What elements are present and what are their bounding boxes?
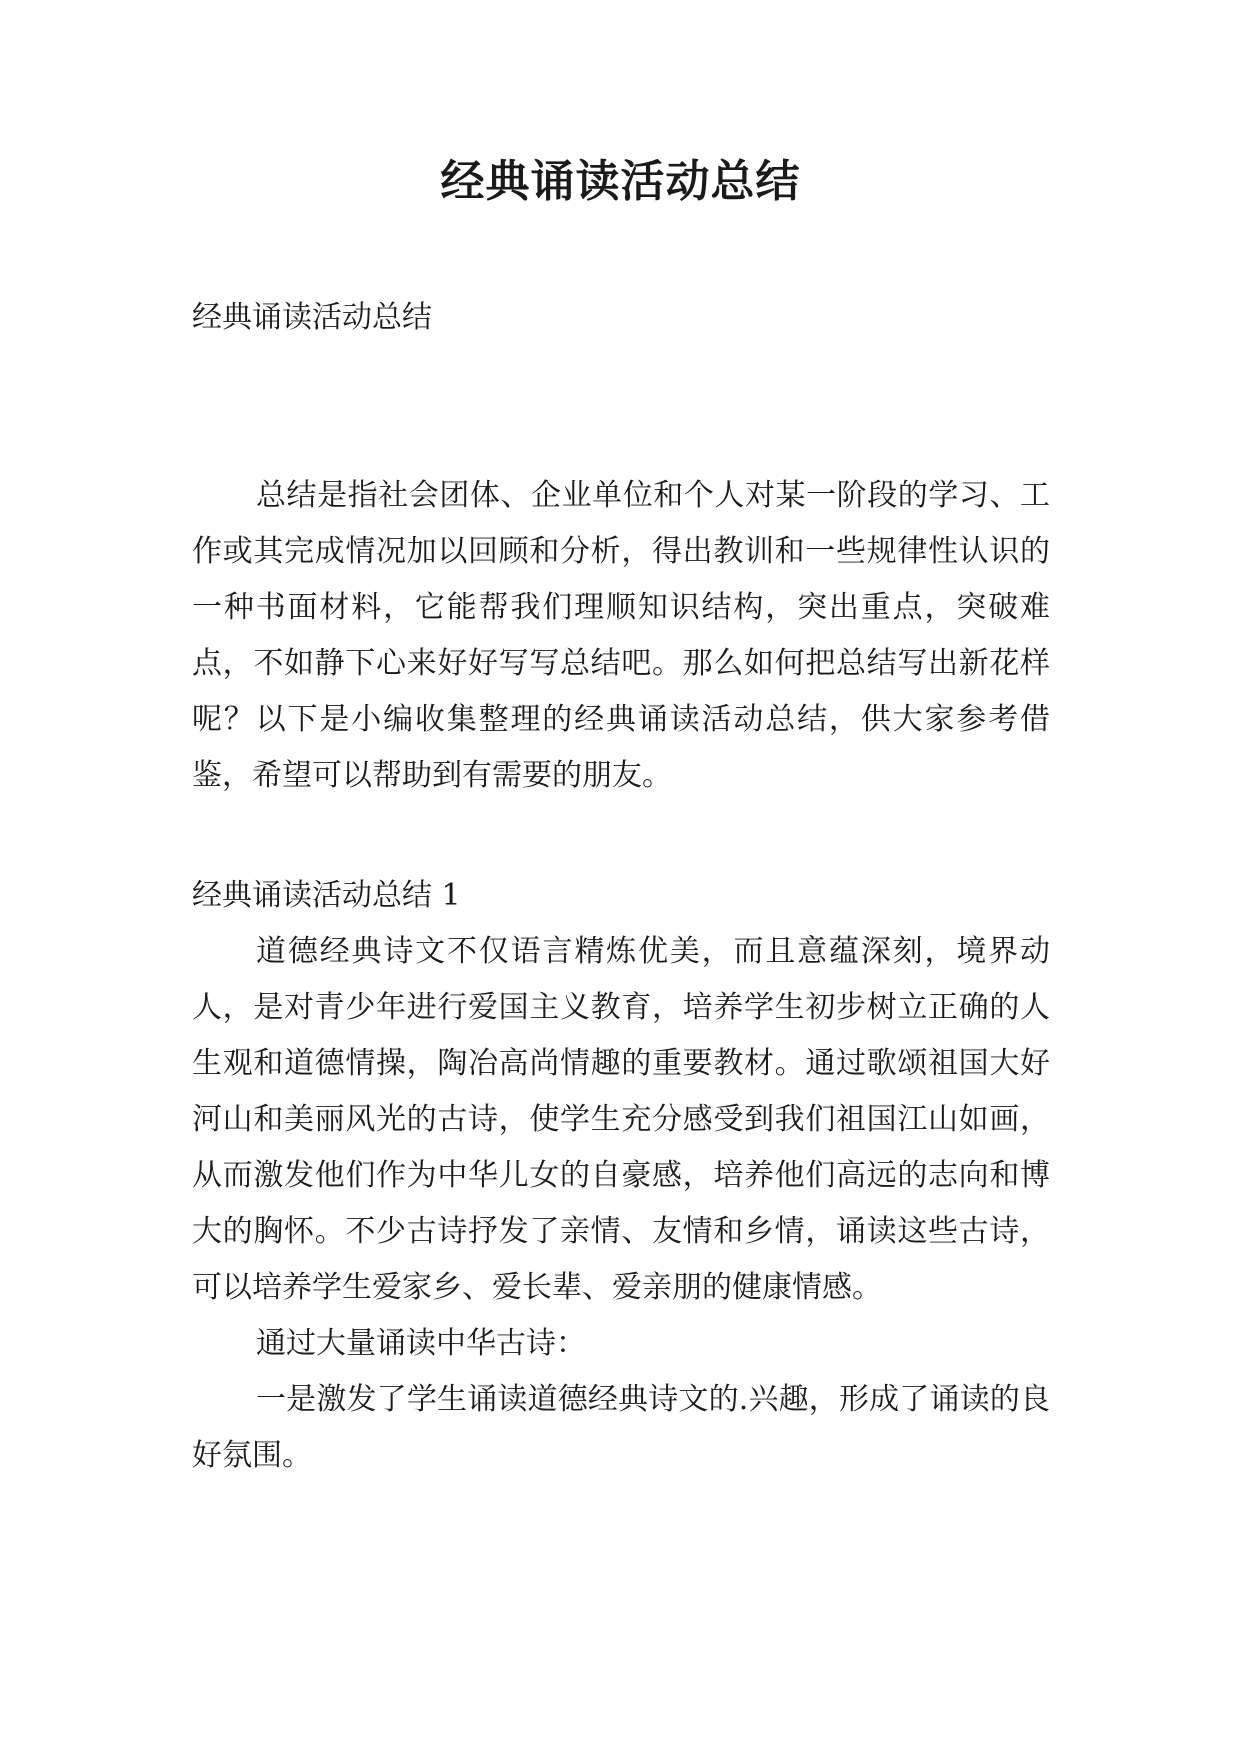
- section-paragraph: 道德经典诗文不仅语言精炼优美，而且意蕴深刻，境界动人，是对青少年进行爱国主义教育，培养学生初步树立正确的人生观和道德情操，陶冶高尚情趣的重要教材。通过歌颂祖国大好河山和美丽风光的古诗，使学生充分感受到我们祖国江山如画，从而激发他们作为中华儿女的自豪感，培养他们高远的志向和博大的胸怀。不少古诗抒发了亲情、友情和乡情，诵读这些古诗，可以培养学生爱家乡、爱长辈、爱亲朋的健康情感。: [192, 934, 1050, 1305]
- section-paragraph: 一是激发了学生诵读道德经典诗文的.兴趣，形成了诵读的良好氛围。: [192, 1382, 1050, 1473]
- intro-paragraph: 总结是指社会团体、企业单位和个人对某一阶段的学习、工作或其完成情况加以回顾和分析，得出教训和一些规律性认识的一种书面材料，它能帮我们理顺知识结构，突出重点，突破难点，不如静下心来好好写写总结吧。那么如何把总结写出新花样呢？以下是小编收集整理的经典诵读活动总结，供大家参考借鉴，希望可以帮助到有需要的朋友。: [192, 478, 1050, 793]
- document-title: 经典诵读活动总结: [440, 156, 801, 207]
- section-heading: 经典诵读活动总结 1: [192, 878, 461, 913]
- section-1: [192, 868, 1050, 1484]
- document-subtitle: 经典诵读活动总结: [192, 300, 432, 335]
- section-paragraph: 通过大量诵读中华古诗：: [256, 1326, 586, 1361]
